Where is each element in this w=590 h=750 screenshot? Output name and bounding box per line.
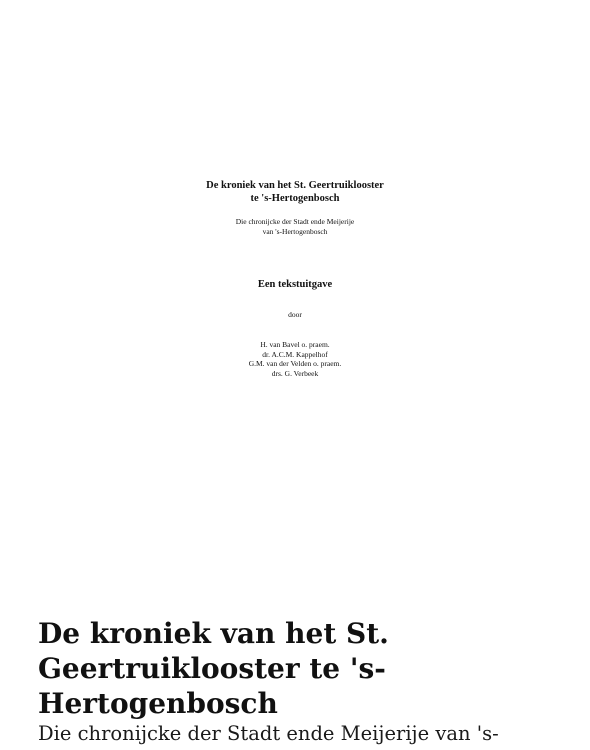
document-header bbox=[38, 616, 558, 747]
cover-title-line-2: te 's-Hertogenbosch bbox=[250, 193, 340, 204]
cover-subtitle-line-2: van 's-Hertogenbosch bbox=[262, 227, 328, 236]
document-title: De kroniek van het St. Geertruiklooster te 's-Hertogenbosch bbox=[38, 617, 389, 720]
document-subtitle: Die chronijcke der Stadt ende Meijerije van 's- bbox=[38, 722, 499, 745]
cover-by: door bbox=[288, 310, 302, 319]
cover-author: H. van Bavel o. praem. bbox=[260, 340, 330, 349]
cover-authors bbox=[0, 340, 590, 378]
cover-title bbox=[0, 179, 590, 205]
cover-author: dr. A.C.M. Kappelhof bbox=[262, 349, 328, 359]
cover-subtitle-line-1: Die chronijcke der Stadt ende Meijerije bbox=[235, 217, 355, 226]
cover-subtitle bbox=[0, 217, 590, 237]
cover-author: G.M. van der Velden o. praem. bbox=[248, 359, 342, 368]
cover-author: drs. G. Verbeek bbox=[271, 368, 319, 378]
cover-edition: Een tekstuitgave bbox=[257, 279, 333, 290]
cover-title-line-1: De kroniek van het St. Geertruiklooster bbox=[206, 180, 384, 191]
